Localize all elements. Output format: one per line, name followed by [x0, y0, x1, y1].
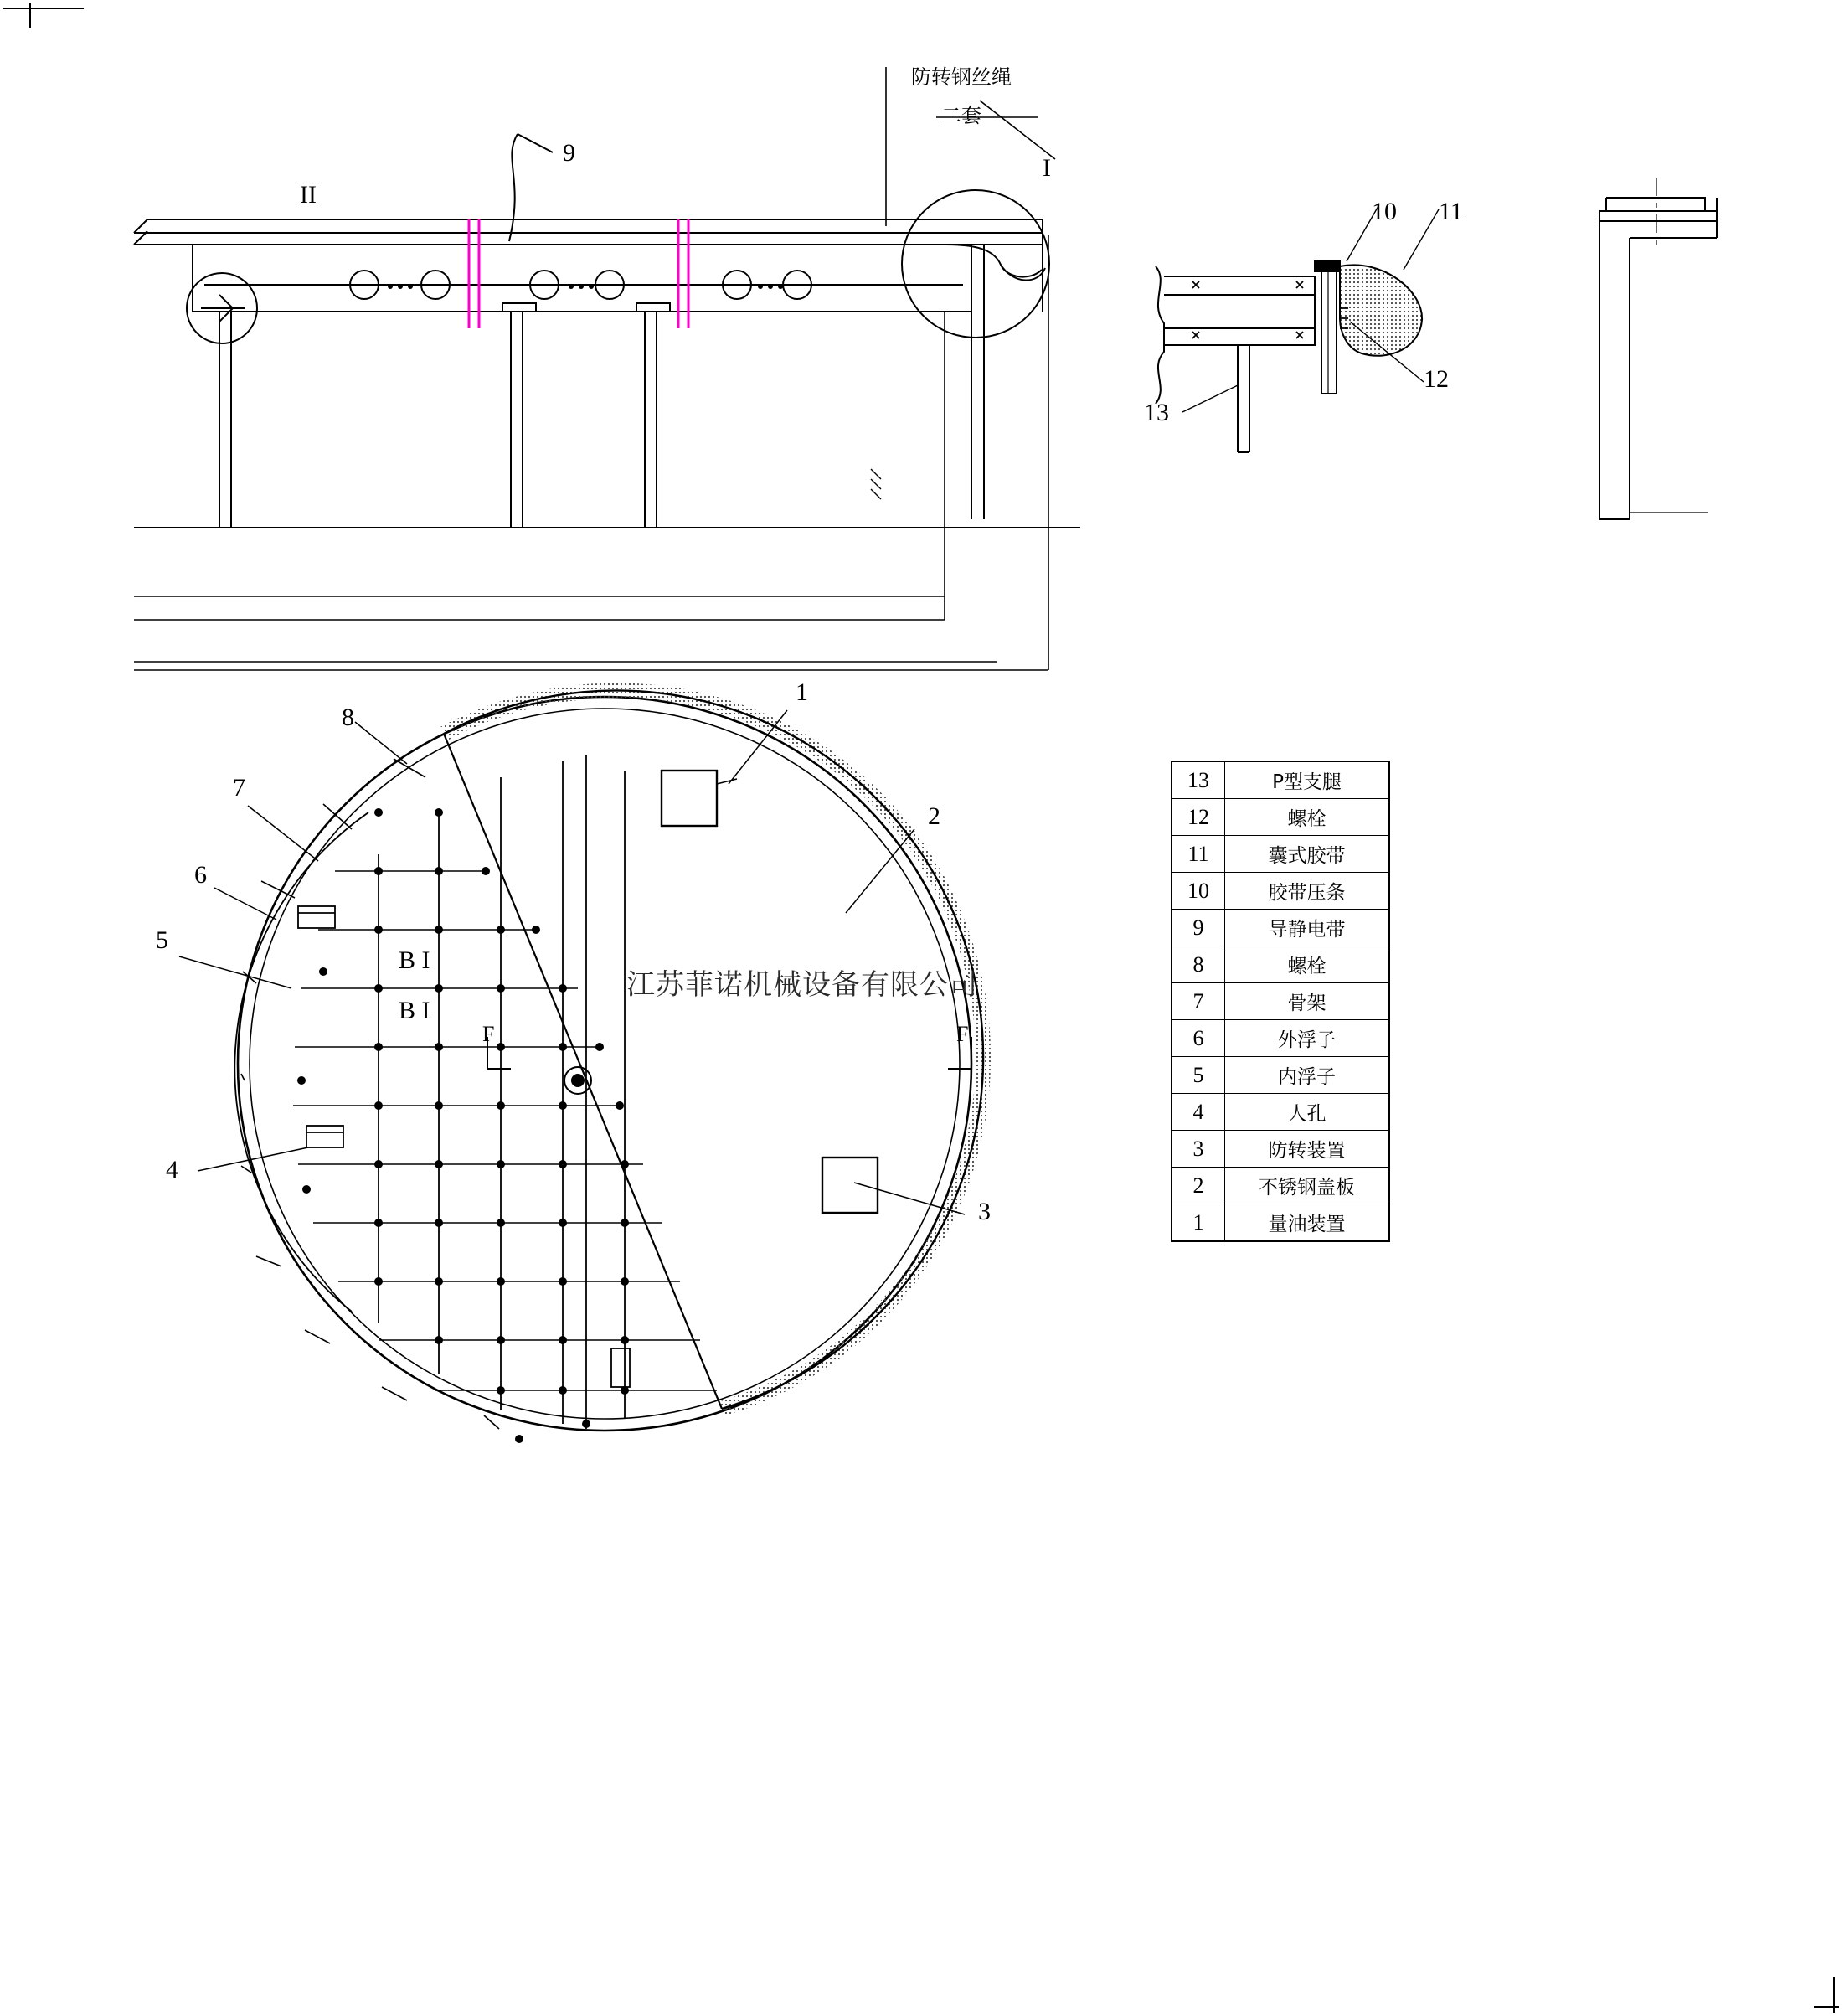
table-row [1172, 1131, 1389, 1168]
seal-detail-view [1156, 206, 1439, 452]
callout-plan-7: 7 [233, 774, 245, 802]
company-watermark: 江苏菲诺机械设备有限公司 [626, 968, 978, 1002]
table-row [1172, 983, 1389, 1020]
plan-view [179, 690, 983, 1443]
bom-item-name: 外浮子 [1225, 1020, 1390, 1057]
bom-item-no: 12 [1172, 799, 1225, 836]
section-mark-f-left: F [482, 1022, 495, 1046]
table-row [1172, 1204, 1389, 1242]
table-row [1172, 946, 1389, 983]
bom-item-no: 8 [1172, 946, 1225, 983]
callout-detail-12: 12 [1424, 365, 1449, 393]
bom-body [1172, 761, 1389, 1241]
table-row [1172, 1057, 1389, 1094]
callout-plan-6: 6 [194, 861, 207, 889]
callout-elevation-9: 9 [563, 139, 575, 167]
callout-elevation-II: II [300, 181, 317, 209]
bom-item-name: 囊式胶带 [1225, 836, 1390, 873]
annotation-two-sets: 二套 [941, 104, 981, 127]
callout-elevation-I: I [1043, 154, 1051, 182]
table-row [1172, 1020, 1389, 1057]
sheet-border [3, 3, 1839, 2013]
bom-item-no: 6 [1172, 1020, 1225, 1057]
elevation-view [134, 67, 1080, 670]
table-row [1172, 1094, 1389, 1131]
bom-item-name: 不锈钢盖板 [1225, 1168, 1390, 1204]
table-row [1172, 836, 1389, 873]
bom-item-no: 7 [1172, 983, 1225, 1020]
table-row [1172, 761, 1389, 799]
p-leg-profile-view [1599, 178, 1717, 519]
callout-plan-2: 2 [928, 802, 940, 830]
bom-item-name: 导静电带 [1225, 910, 1390, 946]
bom-item-name: P型支腿 [1225, 761, 1390, 799]
callout-detail-13: 13 [1144, 399, 1169, 426]
callout-detail-10: 10 [1372, 198, 1397, 225]
annotation-anti-rotation-cable: 防转钢丝绳 [911, 65, 1012, 89]
bom-item-no: 4 [1172, 1094, 1225, 1131]
bom-item-no: 10 [1172, 873, 1225, 910]
callout-plan-5: 5 [156, 926, 168, 954]
bom-item-no: 2 [1172, 1168, 1225, 1204]
bom-item-no: 3 [1172, 1131, 1225, 1168]
bom-item-no: 9 [1172, 910, 1225, 946]
bom-item-no: 5 [1172, 1057, 1225, 1094]
callout-detail-11: 11 [1439, 198, 1463, 225]
callout-plan-4: 4 [166, 1156, 178, 1183]
callout-plan-1: 1 [796, 678, 808, 706]
bom-item-name: 内浮子 [1225, 1057, 1390, 1094]
bom-item-no: 13 [1172, 761, 1225, 799]
callout-plan-8: 8 [342, 704, 354, 731]
bom-item-name: 量油装置 [1225, 1204, 1390, 1242]
pontoon-label-b1-upper: B I [399, 946, 430, 974]
bom-item-no: 1 [1172, 1204, 1225, 1242]
bom-item-name: 胶带压条 [1225, 873, 1390, 910]
section-mark-f-right: F [956, 1022, 969, 1046]
table-row [1172, 1168, 1389, 1204]
bom-item-name: 螺栓 [1225, 799, 1390, 836]
table-row [1172, 873, 1389, 910]
bom-item-name: 螺栓 [1225, 946, 1390, 983]
table-row [1172, 799, 1389, 836]
bill-of-materials-table [1171, 761, 1390, 1242]
bom-item-name: 骨架 [1225, 983, 1390, 1020]
bom-item-name: 防转装置 [1225, 1131, 1390, 1168]
pontoon-label-b1-lower: B I [399, 997, 430, 1024]
callout-plan-3: 3 [978, 1198, 991, 1225]
bom-item-name: 人孔 [1225, 1094, 1390, 1131]
table-row [1172, 910, 1389, 946]
bom-item-no: 11 [1172, 836, 1225, 873]
